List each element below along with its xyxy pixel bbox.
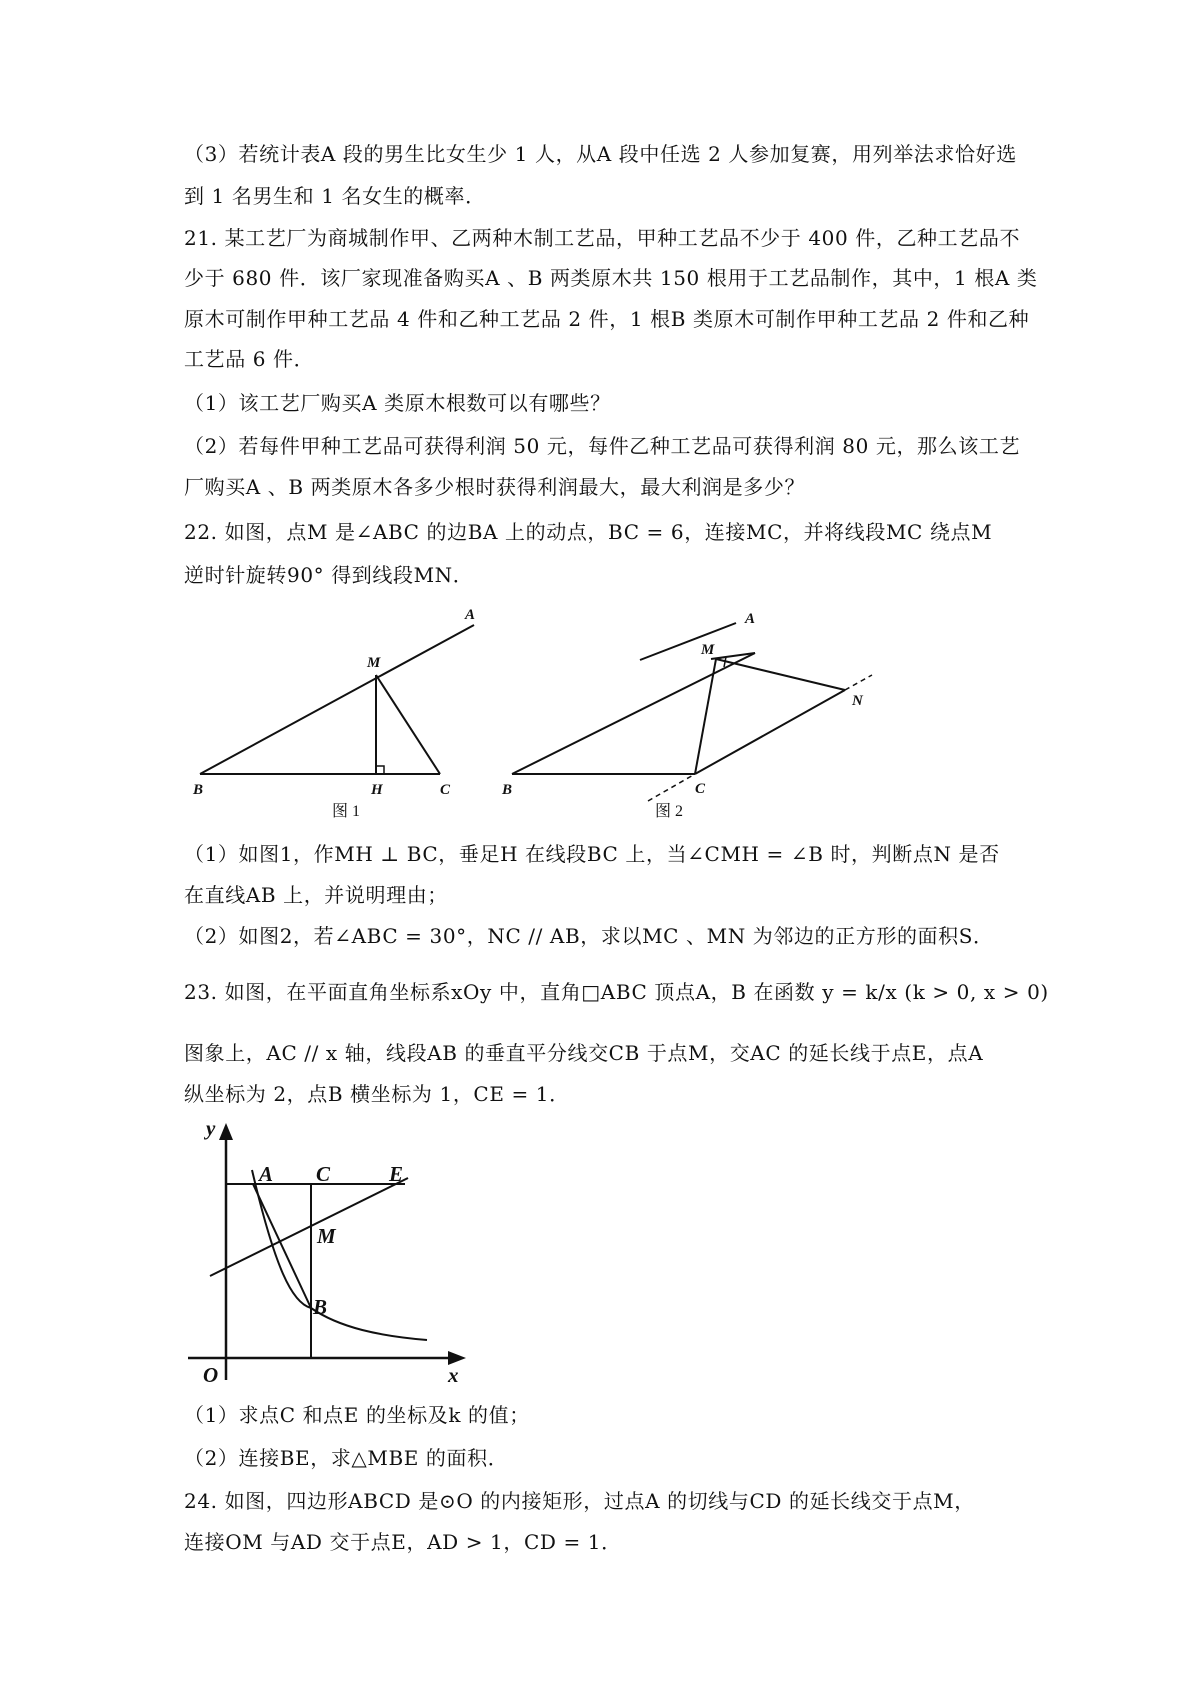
- q20-part3-line2: 到 1 名男生和 1 名女生的概率．: [184, 184, 486, 208]
- fig3-label-e: E: [389, 1162, 404, 1186]
- q21-line3: 原木可制作甲种工艺品 4 件和乙种工艺品 2 件，1 根B 类原木可制作甲种工艺品 2 件和乙种: [184, 307, 1030, 331]
- fig2-label-n: N: [852, 693, 863, 709]
- fig3-label-a: A: [259, 1162, 274, 1186]
- q22-part1-line1: （1）如图1，作MH ⊥ BC，垂足H 在线段BC 上，当∠CMH = ∠B 时，判断点N 是否: [184, 842, 1000, 866]
- q22-line2: 逆时针旋转90° 得到线段MN．: [184, 563, 474, 587]
- fig1-label-c: C: [440, 782, 451, 798]
- fig1-label-a: A: [465, 607, 476, 623]
- fig1-label-b: B: [193, 782, 204, 798]
- q22-line1: 22. 如图，点M 是∠ABC 的边BA 上的动点，BC = 6，连接MC，并将线段MC 绕点M: [184, 520, 993, 544]
- q21-part2-line1: （2）若每件甲种工艺品可获得利润 50 元，每件乙种工艺品可获得利润 80 元，那么该工艺: [184, 434, 1021, 458]
- q23-line3: 纵坐标为 2，点B 横坐标为 1，CE = 1．: [184, 1082, 570, 1106]
- q21-part2-line2: 厂购买A 、B 两类原木各多少根时获得利润最大，最大利润是多少？: [184, 475, 806, 499]
- q23-line2: 图象上，AC // x 轴，线段AB 的垂直平分线交CB 于点M，交AC 的延长线于点E，点A: [184, 1041, 984, 1065]
- fig3-label-b: B: [313, 1295, 328, 1319]
- q22-part2: （2）如图2，若∠ABC = 30°，NC // AB，求以MC 、MN 为邻边的正方形的面积S．: [184, 924, 994, 948]
- fig3-label-c: C: [316, 1162, 331, 1186]
- figure-1: [180, 605, 480, 820]
- fig1-label-h: H: [371, 782, 383, 798]
- q24-line1: 24. 如图，四边形ABCD 是⊙O 的内接矩形，过点A 的切线与CD 的延长线交于点M，: [184, 1489, 975, 1513]
- q23-line1: 23. 如图，在平面直角坐标系xOy 中，直角□ABC 顶点A，B 在函数 y = k/x (k > 0, x > 0): [184, 980, 1049, 1004]
- q20-part3-line1: （3）若统计表A 段的男生比女生少 1 人，从A 段中任选 2 人参加复赛，用列举法求恰好选: [184, 142, 1017, 166]
- fig1-caption: 图 1: [332, 803, 361, 820]
- fig2-caption: 图 2: [655, 803, 684, 820]
- fig2-label-c: C: [695, 781, 706, 797]
- fig1-label-m: M: [367, 655, 381, 671]
- q22-part1-line2: 在直线AB 上，并说明理由；: [184, 883, 448, 907]
- fig2-label-b: B: [502, 782, 513, 798]
- fig2-label-a: A: [745, 611, 756, 627]
- q23-part1: （1）求点C 和点E 的坐标及k 的值；: [184, 1403, 530, 1427]
- figure-3: [180, 1118, 480, 1388]
- q21-line4: 工艺品 6 件．: [184, 347, 315, 371]
- fig2-label-m: M: [701, 642, 715, 658]
- fig3-label-o: O: [203, 1363, 219, 1387]
- q21-line2: 少于 680 件．该厂家现准备购买A 、B 两类原木共 150 根用于工艺品制作，其中，1 根A 类: [184, 266, 1038, 290]
- fig3-label-y: y: [206, 1116, 216, 1140]
- figure-2: [490, 605, 870, 820]
- fig3-label-x: x: [448, 1363, 459, 1387]
- q24-line2: 连接OM 与AD 交于点E，AD > 1，CD = 1．: [184, 1530, 622, 1554]
- q23-part2: （2）连接BE，求△MBE 的面积．: [184, 1446, 509, 1470]
- q21-line1: 21. 某工艺厂为商城制作甲、乙两种木制工艺品，甲种工艺品不少于 400 件，乙种工艺品不: [184, 226, 1021, 250]
- fig3-label-m: M: [317, 1224, 336, 1248]
- q21-part1: （1）该工艺厂购买A 类原木根数可以有哪些？: [184, 391, 611, 415]
